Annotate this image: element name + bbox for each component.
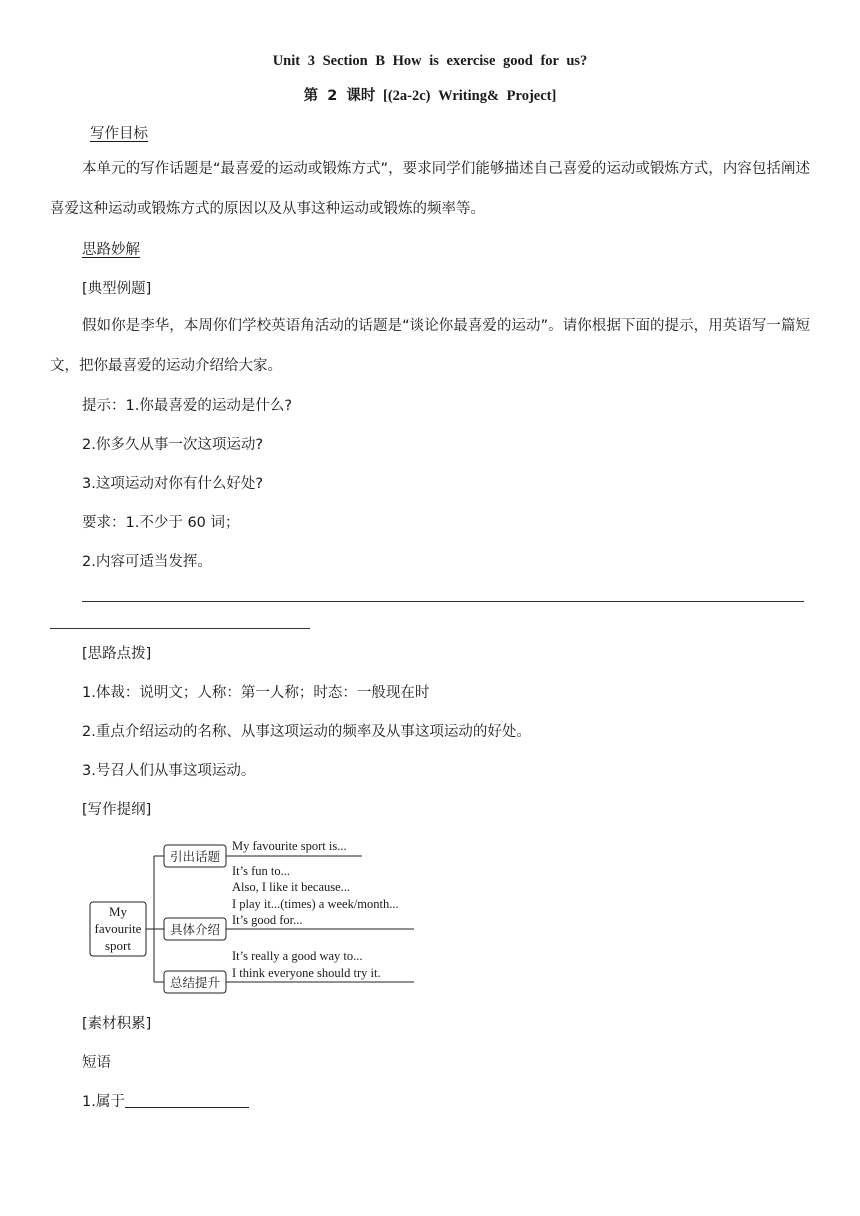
phrases-heading: 短语 [82, 1055, 111, 1071]
branch-label-2: 具体介绍 [169, 922, 221, 937]
tips-label: [思路点拨] [82, 646, 152, 662]
answer-line-1[interactable] [82, 601, 804, 602]
branch-label-3: 总结提升 [169, 975, 221, 990]
example-label: [典型例题] [82, 281, 152, 297]
phrase-item-1-blank[interactable] [125, 1093, 249, 1108]
goal-heading: 写作目标 [90, 126, 148, 142]
lesson-number: 第 2 课时 [303, 88, 376, 104]
phrase-item-1 [82, 1092, 249, 1112]
branch-2-line-4: It’s good for... [232, 913, 303, 927]
branch-label-1: 引出话题 [169, 849, 221, 864]
root-line-1: My [108, 904, 128, 919]
tip-1: 1.体裁：说明文；人称：第一人称；时态：一般现在时 [82, 685, 430, 701]
tip-2: 2.重点介绍运动的名称、从事这项运动的频率及从事这项运动的好处。 [82, 724, 531, 740]
branch-2-line-2: Also, I like it because... [232, 880, 351, 894]
page-subtitle [0, 84, 860, 105]
tip-3: 3.号召人们从事这项运动。 [82, 763, 256, 779]
requirement-2: 2.内容可适当发挥。 [82, 554, 212, 570]
page-title: Unit 3 Section B How is exercise good for us? [272, 53, 588, 69]
hint-3: 3.这项运动对你有什么好处? [82, 476, 264, 492]
root-line-2: favourite [94, 921, 142, 936]
branch-3-line-1: It’s really a good way to... [232, 949, 363, 963]
materials-label: [素材积累] [82, 1016, 152, 1032]
branch-2-line-1: It’s fun to... [232, 864, 290, 878]
branch-3-line-2: I think everyone should try it. [232, 966, 381, 980]
root-line-3: sport [105, 938, 131, 953]
requirement-1: 要求：1.不少于 60 词； [82, 515, 240, 531]
hint-2: 2.你多久从事一次这项运动? [82, 437, 264, 453]
branch-1-line-1: My favourite sport is... [232, 839, 347, 853]
lesson-topic: [(2a-2c) Writing& Project] [382, 88, 557, 104]
approach-heading: 思路妙解 [82, 242, 140, 258]
phrase-item-1-label: 1.属于 [82, 1094, 125, 1110]
answer-line-2[interactable] [50, 628, 310, 629]
outline-diagram [84, 834, 424, 994]
outline-label: [写作提纲] [82, 802, 152, 818]
branch-2-line-3: I play it...(times) a week/month... [232, 897, 399, 911]
example-text: 假如你是李华，本周你们学校英语角活动的话题是“谈论你最喜爱的运动”。请你根据下面的提示，用英语写一篇短文，把你最喜爱的运动介绍给大家。 [50, 318, 810, 374]
hint-1: 提示：1.你最喜爱的运动是什么? [82, 398, 293, 414]
goal-text: 本单元的写作话题是“最喜爱的运动或锻炼方式”，要求同学们能够描述自己喜爱的运动或锻炼方式，内容包括阐述喜爱这种运动或锻炼方式的原因以及从事这种运动或锻炼的频率等。 [50, 161, 810, 217]
